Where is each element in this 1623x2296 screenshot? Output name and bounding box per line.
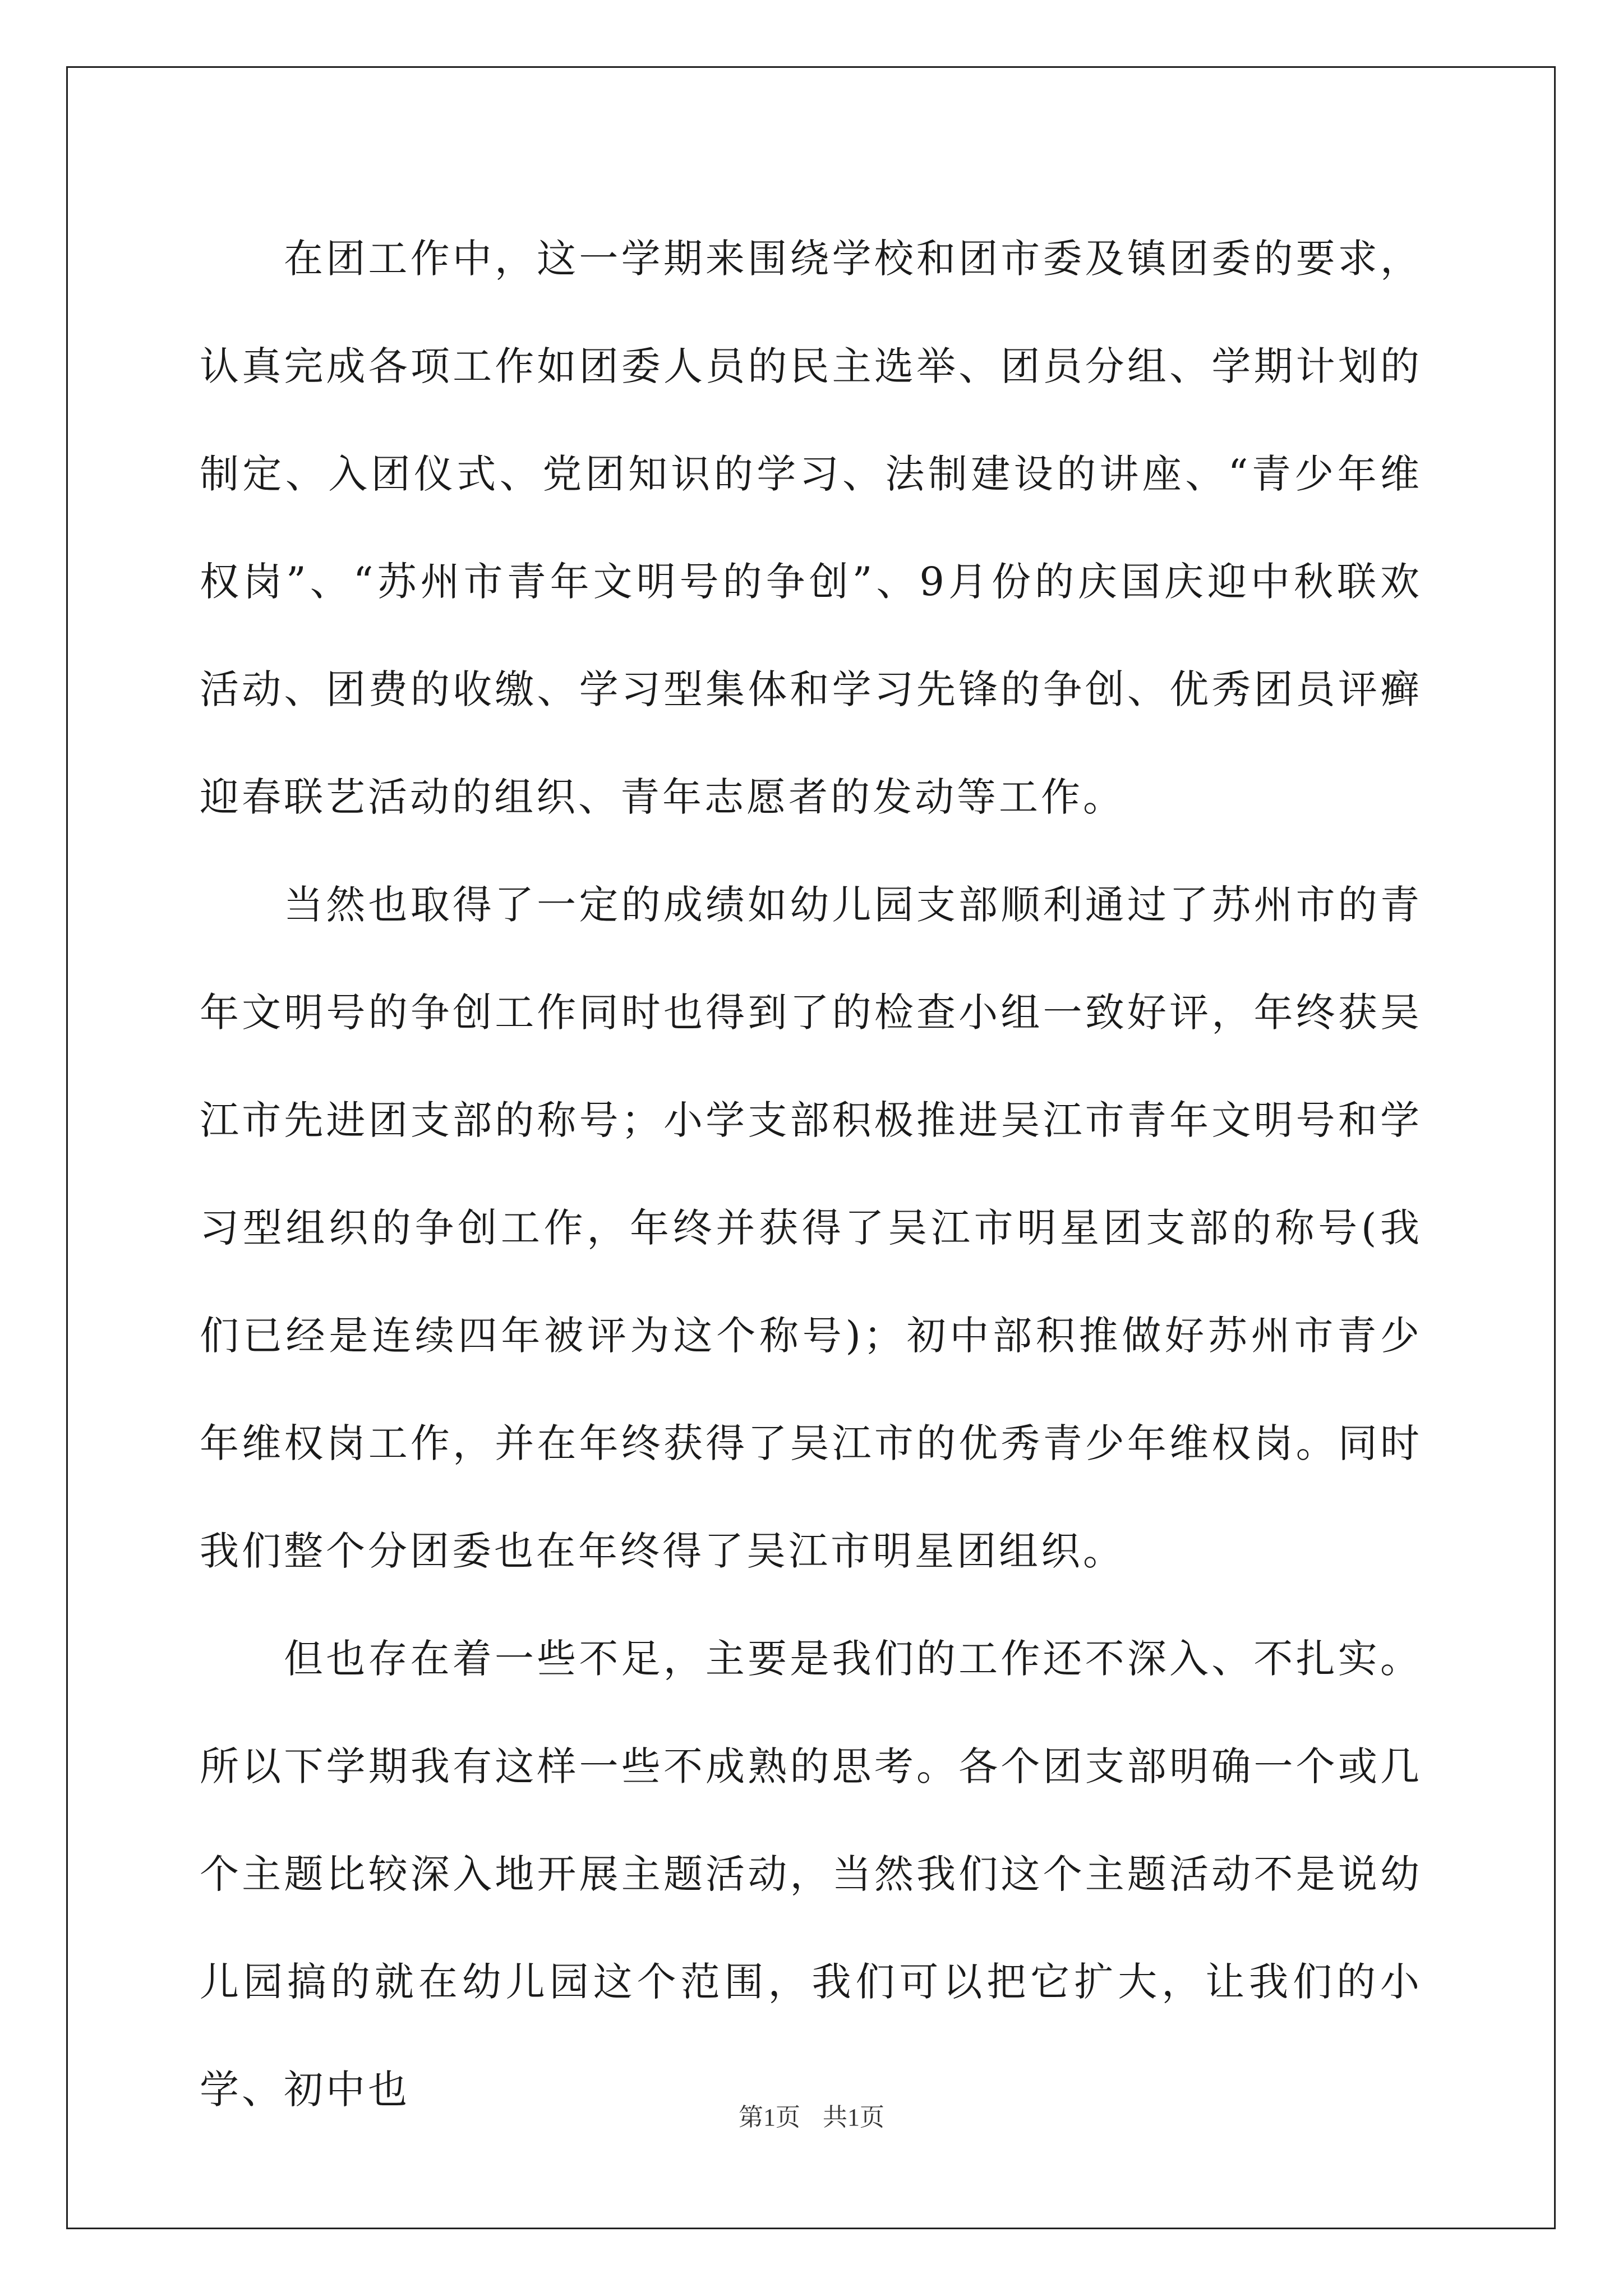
page-number: 第1页 [739,2104,800,2131]
document-body [200,205,1422,2143]
paragraph-3: 但也存在着一些不足，主要是我们的工作还不深入、不扎实。所以下学期我有这样一些不成熟的思考。各个团支部明确一个或几个主题比较深入地开展主题活动，当然我们这个主题活动不是说幼儿园搞的就在幼儿园这个范围，我们可以把它扩大，让我们的小学、初中也 [200,1636,1422,2113]
page-footer [0,2097,1623,2133]
page-total: 共1页 [823,2104,884,2131]
paragraph-2: 当然也取得了一定的成绩如幼儿园支部顺利通过了苏州市的青年文明号的争创工作同时也得到了的检查小组一致好评，年终获吴江市先进团支部的称号；小学支部积极推进吴江市青年文明号和学习型组织的争创工作，年终并获得了吴江市明星团支部的称号(我们已经是连续四年被评为这个称号)；初中部积推做好苏州市青少年维权岗工作，并在年终获得了吴江市的优秀青少年维权岗。同时我们整个分团委也在年终得了吴江市明星团组织。 [200,882,1422,1574]
paragraph-1: 在团工作中，这一学期来围绕学校和团市委及镇团委的要求，认真完成各项工作如团委人员的民主选举、团员分组、学期计划的制定、入团仪式、党团知识的学习、法制建设的讲座、“青少年维权岗”、“苏州市青年文明号的争创”、9月份的庆国庆迎中秋联欢活动、团费的收缴、学习型集体和学习先锋的争创、优秀团员评癣迎春联艺活动的组织、青年志愿者的发动等工作。 [200,236,1422,820]
